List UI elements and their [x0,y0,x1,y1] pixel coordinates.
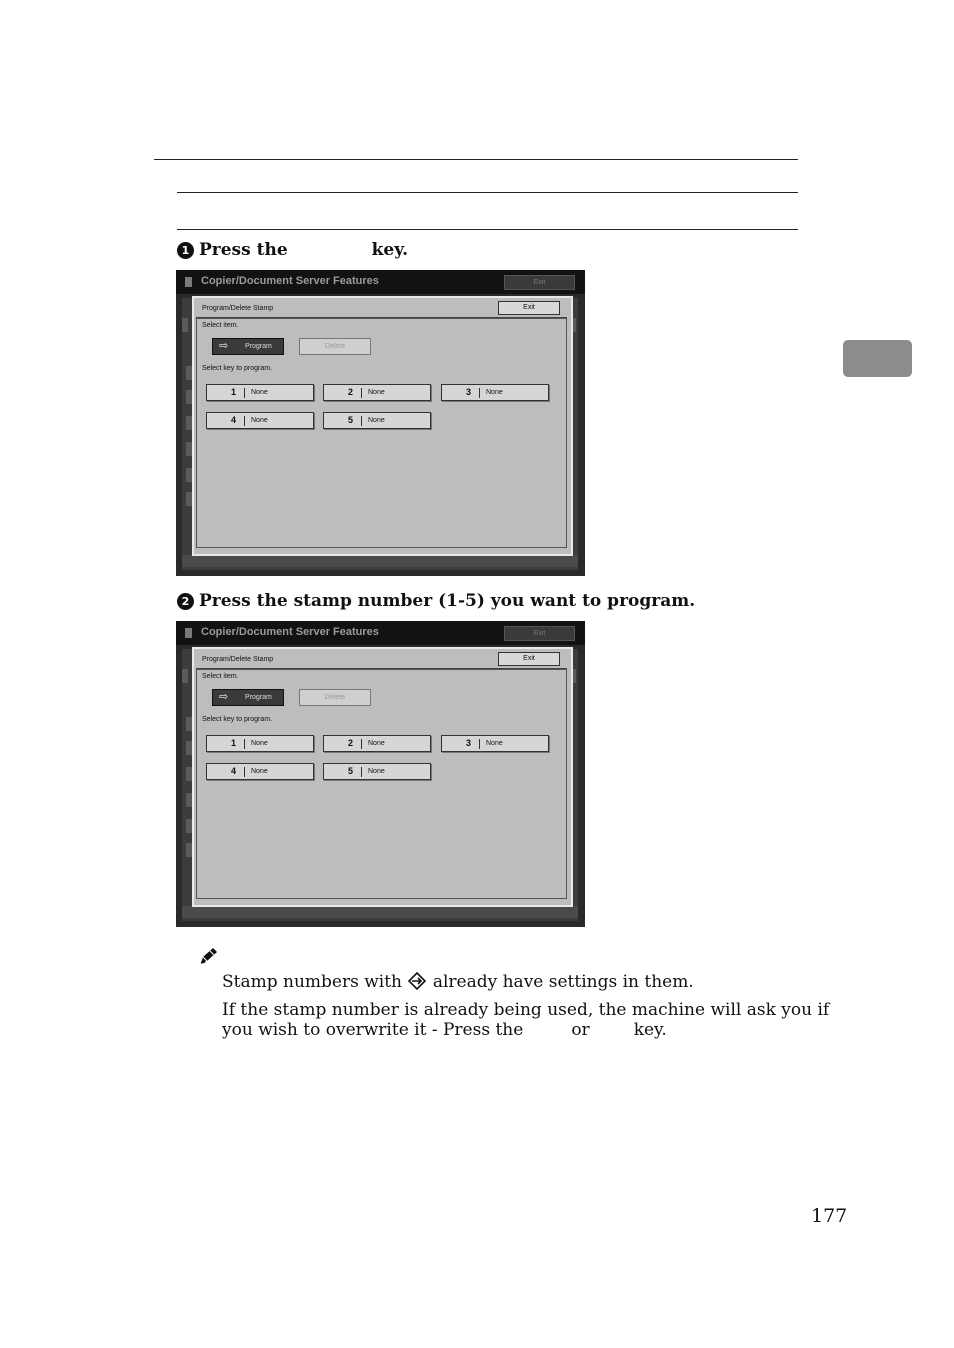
program-arrow-icon: ⇨ [219,691,229,703]
title-bar [176,621,585,645]
step-number: 2 [177,593,194,610]
background-bottom-bar [182,906,578,918]
stamp-value: None [486,740,503,747]
window-title: Copier/Document Server Features [201,626,379,638]
stamp-number: 2 [348,387,354,397]
note-line-2b [222,1020,800,1040]
note-line-1 [222,972,694,992]
exit-button[interactable]: Exit [504,275,575,290]
stamp-number: 2 [348,738,354,748]
step-text: Press the stamp number (1-5) you want to program. [199,591,696,611]
select-item-label: Select item. [202,322,239,329]
key-divider [479,739,480,749]
stamp-key-4[interactable] [206,763,314,780]
note-text-after: already have settings in them. [432,972,694,992]
stamp-number: 1 [231,387,237,397]
key-divider [361,739,362,749]
stamp-key-3[interactable] [441,735,549,752]
stamp-key-5[interactable] [323,763,431,780]
key-divider [244,416,245,426]
dialog-title: Program/Delete Stamp [202,305,274,312]
exit-button[interactable]: Exit [504,626,575,641]
step-2 [177,591,695,611]
screenshot-program-delete-stamp-2 [176,621,585,927]
note-line-2 [222,1000,830,1040]
program-arrow-icon [407,972,427,990]
stamp-key-1[interactable] [206,735,314,752]
stamp-number: 5 [348,415,354,425]
stamp-number: 1 [231,738,237,748]
stamp-key-2[interactable] [323,384,431,401]
bg-edge [182,669,188,683]
bg-edge [182,318,188,332]
top-rule [154,159,798,160]
document-icon [185,628,192,638]
key-divider [479,388,480,398]
program-arrow-icon: ⇨ [219,340,229,352]
stamp-key-1[interactable] [206,384,314,401]
stamp-value: None [251,389,268,396]
stamp-number: 3 [466,738,472,748]
key-divider [244,388,245,398]
step-number: 1 [177,242,194,259]
document-icon [185,277,192,287]
select-item-label: Select item. [202,673,239,680]
key-divider [244,767,245,777]
section-rule [177,192,798,193]
program-label: Program [245,343,272,350]
dialog-exit-button[interactable]: Exit [498,652,560,666]
stamp-number: 5 [348,766,354,776]
program-label: Program [245,694,272,701]
select-key-label: Select key to program. [202,365,273,372]
stamp-value: None [251,417,268,424]
pencil-note-icon [199,946,219,966]
stamp-value: None [251,740,268,747]
stamp-key-5[interactable] [323,412,431,429]
note-text-2a: If the stamp number is already being used, the machine will ask you if [222,1000,830,1020]
title-bar [176,270,585,294]
key-divider [361,767,362,777]
stamp-value: None [368,389,385,396]
stamp-number: 4 [231,415,237,425]
delete-button[interactable]: Delete [299,689,371,706]
select-key-label: Select key to program. [202,716,273,723]
note-text-before: Stamp numbers with [222,972,403,992]
stamp-key-3[interactable] [441,384,549,401]
window-title: Copier/Document Server Features [201,275,379,287]
delete-button[interactable]: Delete [299,338,371,355]
stamp-value: None [368,740,385,747]
stamp-key-2[interactable] [323,735,431,752]
chapter-tab [843,340,912,377]
key-divider [361,388,362,398]
key-divider [244,739,245,749]
program-button[interactable] [212,338,284,355]
step-text-before: Press the [199,240,288,260]
dialog-exit-button[interactable]: Exit [498,301,560,315]
dialog-title: Program/Delete Stamp [202,656,274,663]
stamp-value: None [368,768,385,775]
note-text-2b-after: key. [633,1020,667,1040]
screenshot-program-delete-stamp-1 [176,270,585,576]
note-text-2b-before: you wish to overwrite it - Press the [222,1020,524,1040]
subsection-rule [177,229,798,230]
stamp-value: None [368,417,385,424]
step-1 [177,240,408,260]
program-delete-stamp-dialog [192,296,573,556]
stamp-key-4[interactable] [206,412,314,429]
step-text-after: key. [371,240,409,260]
stamp-number: 3 [466,387,472,397]
note-text-2b-mid: or [571,1020,590,1040]
stamp-value: None [486,389,503,396]
program-button[interactable] [212,689,284,706]
background-bottom-bar [182,555,578,567]
stamp-value: None [251,768,268,775]
page-number: 177 [811,1205,848,1227]
key-divider [361,416,362,426]
program-delete-stamp-dialog [192,647,573,907]
stamp-number: 4 [231,766,237,776]
